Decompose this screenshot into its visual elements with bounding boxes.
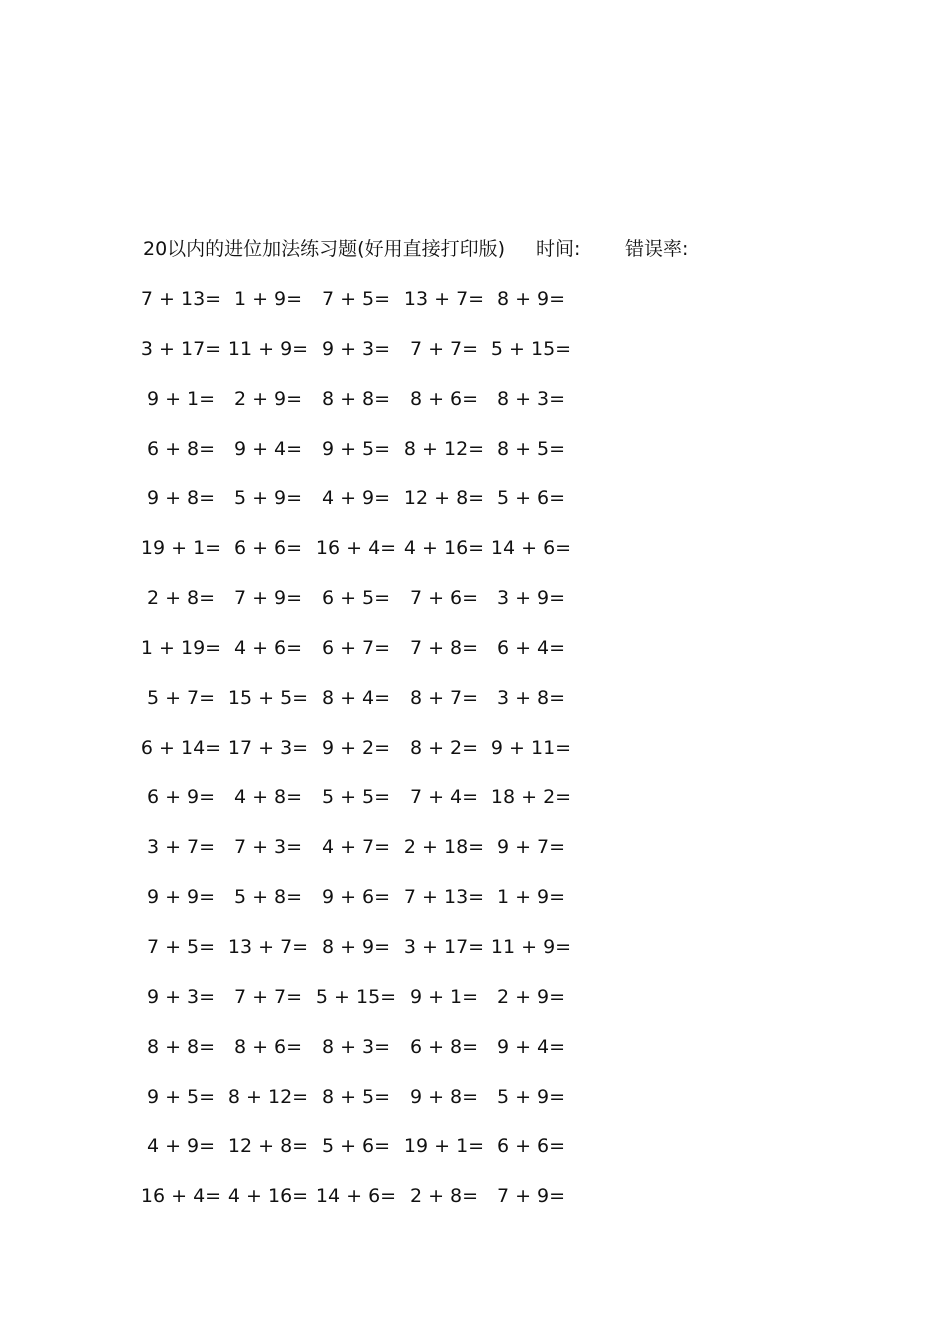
problem-cell: 9 + 2=	[321, 736, 391, 759]
problem-cell: 9 + 7=	[496, 836, 566, 859]
problem-cell: 3 + 17=	[140, 337, 222, 360]
problem-cell: 4 + 16=	[403, 537, 485, 560]
problem-cell: 8 + 4=	[321, 686, 391, 709]
problem-cell: 15 + 5=	[227, 686, 309, 709]
problem-cell: 7 + 5=	[146, 935, 216, 958]
problem-cell: 7 + 9=	[496, 1185, 566, 1208]
problem-cell: 19 + 1=	[403, 1135, 485, 1158]
problem-row	[140, 633, 620, 683]
problem-cell: 4 + 9=	[146, 1135, 216, 1158]
problem-cell: 5 + 7=	[146, 686, 216, 709]
problem-row	[140, 733, 620, 783]
problem-cell: 8 + 9=	[496, 288, 566, 310]
problem-cell: 12 + 8=	[227, 1135, 309, 1158]
problem-cell: 4 + 16=	[227, 1185, 309, 1208]
problem-row	[140, 683, 620, 733]
problem-cell: 2 + 18=	[403, 836, 485, 859]
problem-cell: 5 + 15=	[315, 985, 397, 1008]
problem-cell: 18 + 2=	[490, 786, 572, 809]
problem-cell: 4 + 6=	[233, 636, 303, 659]
problem-cell: 1 + 9=	[496, 886, 566, 909]
problem-row	[140, 483, 620, 533]
problem-row	[140, 832, 620, 882]
problem-cell: 6 + 8=	[146, 437, 216, 460]
time-label: 时间:	[536, 238, 581, 260]
problem-cell: 7 + 7=	[409, 337, 479, 360]
problem-row	[140, 384, 620, 434]
problem-cell: 2 + 8=	[146, 587, 216, 610]
problem-cell: 7 + 13=	[403, 886, 485, 909]
problem-cell: 5 + 15=	[490, 337, 572, 360]
problem-row	[140, 533, 620, 583]
problem-cell: 6 + 6=	[233, 537, 303, 560]
problem-cell: 6 + 9=	[146, 786, 216, 809]
problem-cell: 8 + 6=	[233, 1035, 303, 1058]
problem-cell: 19 + 1=	[140, 537, 222, 560]
problem-cell: 9 + 3=	[146, 985, 216, 1008]
problem-cell: 7 + 13=	[140, 288, 222, 310]
problem-cell: 5 + 9=	[233, 487, 303, 510]
problem-cell: 9 + 5=	[146, 1085, 216, 1108]
problem-cell: 8 + 5=	[321, 1085, 391, 1108]
problem-cell: 7 + 8=	[409, 636, 479, 659]
problem-cell: 8 + 3=	[496, 387, 566, 410]
problem-cell: 1 + 19=	[140, 636, 222, 659]
problem-row	[140, 284, 620, 334]
problem-cell: 8 + 7=	[409, 686, 479, 709]
problem-cell: 5 + 6=	[496, 487, 566, 510]
worksheet-title: 20以内的进位加法练习题(好用直接打印版)	[143, 238, 506, 260]
problem-cell: 7 + 3=	[233, 836, 303, 859]
error-rate-label: 错误率:	[625, 238, 689, 260]
problem-cell: 3 + 7=	[146, 836, 216, 859]
problem-row	[140, 1082, 620, 1132]
problem-cell: 9 + 8=	[409, 1085, 479, 1108]
problem-cell: 4 + 8=	[233, 786, 303, 809]
problem-cell: 8 + 8=	[321, 387, 391, 410]
problem-cell: 7 + 4=	[409, 786, 479, 809]
problem-row	[140, 1181, 620, 1231]
worksheet-header	[143, 234, 793, 264]
problem-cell: 6 + 4=	[496, 636, 566, 659]
problem-cell: 8 + 2=	[409, 736, 479, 759]
problem-cell: 16 + 4=	[140, 1185, 222, 1208]
problem-cell: 2 + 9=	[233, 387, 303, 410]
problem-cell: 11 + 9=	[227, 337, 309, 360]
problem-cell: 3 + 9=	[496, 587, 566, 610]
problem-row	[140, 583, 620, 633]
problem-row	[140, 334, 620, 384]
problem-cell: 9 + 4=	[233, 437, 303, 460]
problem-cell: 6 + 7=	[321, 636, 391, 659]
problem-cell: 9 + 8=	[146, 487, 216, 510]
problem-cell: 9 + 9=	[146, 886, 216, 909]
problem-cell: 5 + 5=	[321, 786, 391, 809]
problem-cell: 8 + 3=	[321, 1035, 391, 1058]
problem-cell: 14 + 6=	[315, 1185, 397, 1208]
problem-cell: 7 + 5=	[321, 288, 391, 310]
problem-cell: 17 + 3=	[227, 736, 309, 759]
problem-cell: 5 + 8=	[233, 886, 303, 909]
problem-cell: 2 + 8=	[409, 1185, 479, 1208]
problem-cell: 13 + 7=	[403, 288, 485, 310]
problem-cell: 5 + 9=	[496, 1085, 566, 1108]
problem-cell: 6 + 8=	[409, 1035, 479, 1058]
problem-cell: 9 + 6=	[321, 886, 391, 909]
problem-row	[140, 782, 620, 832]
problem-cell: 3 + 17=	[403, 935, 485, 958]
problem-cell: 8 + 5=	[496, 437, 566, 460]
problem-row	[140, 1131, 620, 1181]
problem-cell: 8 + 12=	[403, 437, 485, 460]
problem-cell: 4 + 9=	[321, 487, 391, 510]
problem-cell: 11 + 9=	[490, 935, 572, 958]
problem-cell: 9 + 5=	[321, 437, 391, 460]
problem-cell: 8 + 12=	[227, 1085, 309, 1108]
problem-cell: 9 + 11=	[490, 736, 572, 759]
problem-cell: 2 + 9=	[496, 985, 566, 1008]
problem-cell: 8 + 6=	[409, 387, 479, 410]
problem-row	[140, 1032, 620, 1082]
problem-row	[140, 982, 620, 1032]
problem-cell: 6 + 5=	[321, 587, 391, 610]
problem-cell: 7 + 6=	[409, 587, 479, 610]
problem-cell: 8 + 8=	[146, 1035, 216, 1058]
problem-cell: 6 + 6=	[496, 1135, 566, 1158]
problem-cell: 6 + 14=	[140, 736, 222, 759]
problem-grid	[140, 284, 620, 1231]
problem-cell: 8 + 9=	[321, 935, 391, 958]
problem-cell: 14 + 6=	[490, 537, 572, 560]
problem-cell: 3 + 8=	[496, 686, 566, 709]
problem-cell: 7 + 9=	[233, 587, 303, 610]
problem-cell: 9 + 1=	[146, 387, 216, 410]
problem-cell: 7 + 7=	[233, 985, 303, 1008]
problem-row	[140, 932, 620, 982]
problem-cell: 16 + 4=	[315, 537, 397, 560]
problem-cell: 9 + 3=	[321, 337, 391, 360]
problem-row	[140, 434, 620, 484]
problem-cell: 5 + 6=	[321, 1135, 391, 1158]
problem-cell: 9 + 4=	[496, 1035, 566, 1058]
problem-cell: 13 + 7=	[227, 935, 309, 958]
problem-cell: 4 + 7=	[321, 836, 391, 859]
problem-row	[140, 882, 620, 932]
problem-cell: 12 + 8=	[403, 487, 485, 510]
problem-cell: 1 + 9=	[233, 288, 303, 310]
problem-cell: 9 + 1=	[409, 985, 479, 1008]
